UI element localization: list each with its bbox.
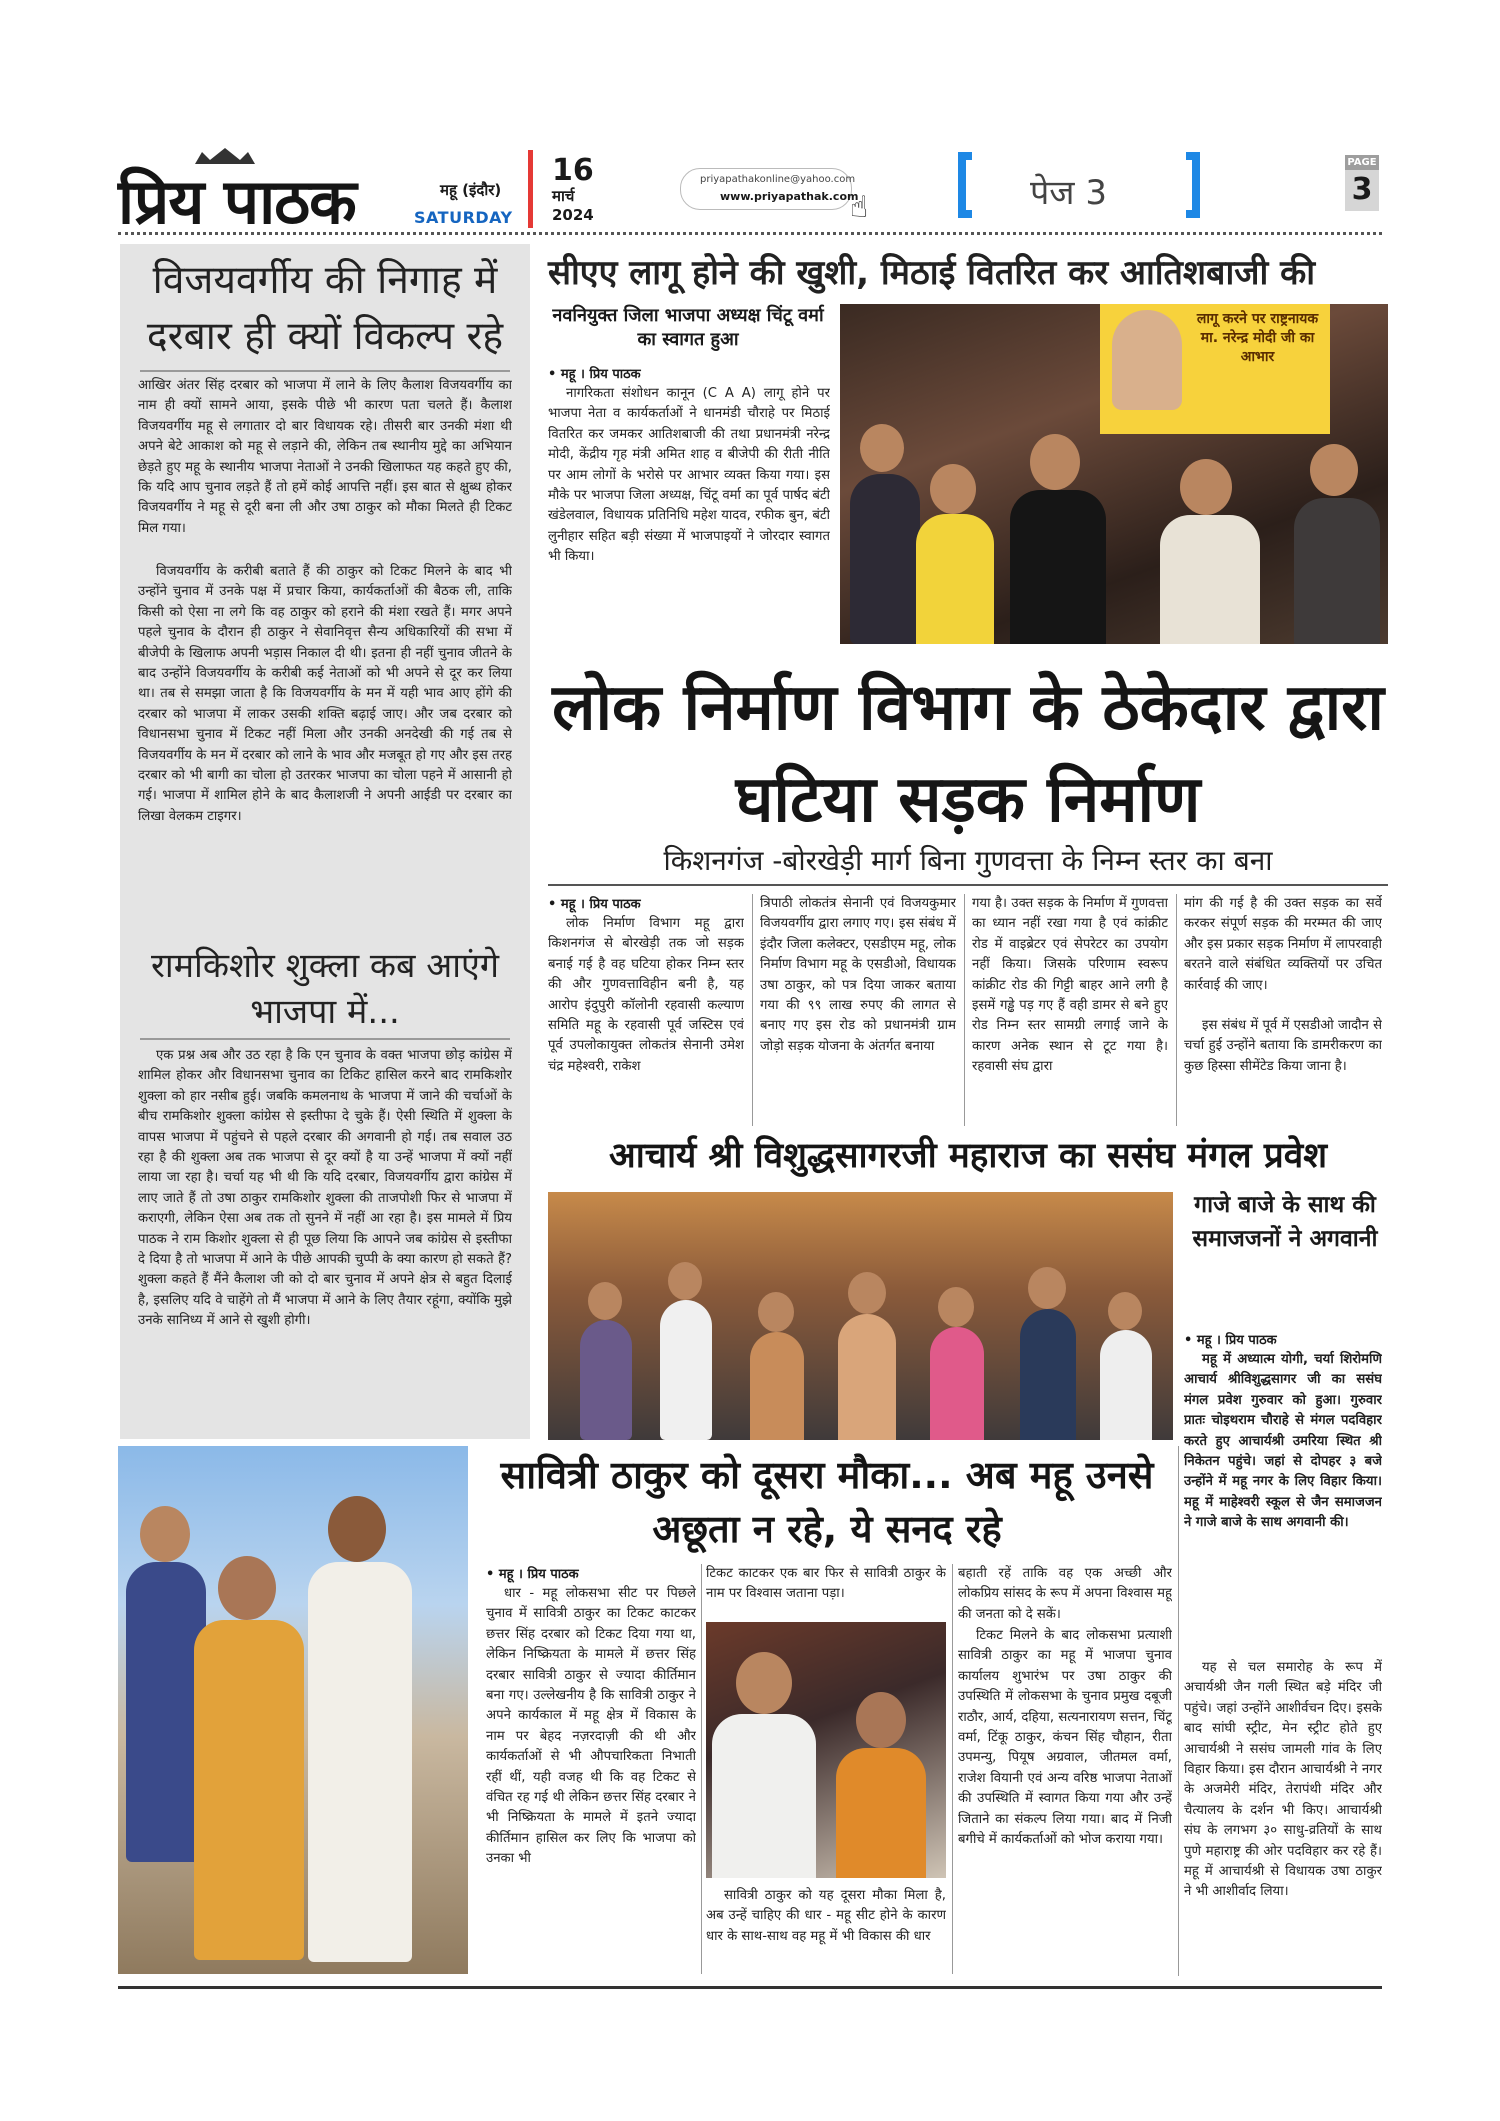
road-col-1 — [548, 894, 744, 1126]
caa-byline: • महू । प्रिय पाठक — [548, 367, 641, 382]
acharya-body: यह से चल समारोह के रूप में अचार्यश्री जैन गली स्थित बड़े मंदिर जी पहुंचे। जहां उन्होंने आशीर्वचन दिए। इसके बाद सांघी स्ट्रीट, मेन स्ट्रीट होते हुए आचार्यश्री ने ससंघ जामली गांव के लिए विहार किया। इस दौरान आचार्यश्री ने नगर के अजमेरी मंदिर, तेरापंथी मंदिर और चैत्यालय के दर्शन भी किए। आचार्यश्री संघ के लगभग ३० साधु-व्रतियों के साथ पुणे महाराष्ट्र की ओर पदविहार कर रहे हैं। महू में आचार्यश्री से विधायक उषा ठाकुर ने भी आशीर्वाद लिया। — [1184, 1660, 1382, 1900]
page-label: पेज 3 — [1030, 173, 1107, 213]
red-divider — [528, 150, 533, 228]
page-tag: PAGE — [1345, 155, 1379, 170]
caa-subhead: नवनियुक्त जिला भाजपा अध्यक्ष चिंटू वर्मा का स्वागत हुआ — [552, 305, 824, 350]
caa-headline: सीएए लागू होने की खुशी, मिठाई वितरित कर आतिशबाजी की — [548, 253, 1316, 293]
road-byline: • महू । प्रिय पाठक — [548, 897, 641, 912]
shukla-headline: रामकिशोर शुक्ला कब आएंगे भाजपा में... — [151, 946, 499, 1032]
caa-celebration-photo — [840, 304, 1388, 644]
divider — [140, 370, 510, 372]
divider — [548, 884, 1388, 886]
road-text-3: गया है। उक्त सड़क के निर्माण में गुणवत्ता का ध्यान नहीं रखा गया है एवं कांक्रीट रोड में वाइब्रेटर एवं सेपरेटर का उपयोग नहीं किया। जिसके परिणाम स्वरूप कांक्रीट रोड की गिट्टी बाहर आने लगी है इसमें गड्ढे पड़ गए हैं वही डामर से बने हुए रोड निम्न स्तर सामग्री लगाई जाने के कारण अनेक स्थान से टूट गया है। रहवासी संघ द्वारा — [972, 896, 1168, 1075]
savitri-headline: सावित्री ठाकुर को दूसरा मौका... अब महू उनसे अछूता न रहे, ये सनद रहे — [500, 1453, 1154, 1551]
road-col-4 — [1184, 894, 1382, 1126]
page-bottom-rule — [118, 1986, 1382, 1989]
vijayvargiya-para-2: विजयवर्गीय के करीबी बताते हैं की ठाकुर को टिकट मिलने के बाद भी उन्होंने चुनाव में उनके पक्ष में प्रचार किया, कार्यकर्ताओं की बैठक ली, ताकि किसी को ऐसा ना लगे कि वह ठाकुर को हराने की मंशा रखते हैं। मगर अपने पहले चुनाव के दौरान ही ठाकुर ने सेवानिवृत्त सैन्य अधिकारियों की सभा में बीजेपी के खिलाफ अपनी भड़ास निकाल दी थी। इतना ही नहीं चुनाव जीतने के बाद उन्होंने विजयवर्गीय के करीबी कई नेताओं को भी अपने से दूर कर लिया था। तब से समझा जाता है कि विजयवर्गीय के मन में यही भाव आए होंगे की दरबार को भाजपा में लाकर उसकी शक्ति बढ़ाई जाए। और जब दरबार को विधानसभा चुनाव में टिकट नहीं मिला और उनकी अनदेखी की गई तब से विजयवर्गीय के मन में दरबार को लाने के भाव और मजबूत हो गए और इस तरह दरबार को भी बागी का चोला हो उतरकर भाजपा का चोला पहने में आसानी हो गई। भाजपा में शामिल होने के बाद कैलाशजी ने अपनी आईडी पर दरबार का लिखा वेलकम टाइगर। — [138, 564, 512, 824]
pointing-hand-icon: ☝ — [850, 190, 869, 225]
acharya-byline: • महू । प्रिय पाठक — [1184, 1333, 1277, 1348]
column-rule — [701, 1564, 702, 1974]
vijayvargiya-para-1: आखिर अंतर सिंह दरबार को भाजपा में लाने के लिए कैलाश विजयवर्गीय का नाम ही क्यों सामने आया, इसके पीछे भी कारण पता चलते हैं। कैलाश विजयवर्गीय महू से लगातार दो बार विधायक रहे। तीसरी बार उनकी मंशा थी अपने बेटे आकाश को महू से लड़ाने की, लेकिन तब स्थानीय मुद्दे का अभियान छेड़ते हुए महू के स्थानीय भाजपा नेताओं ने उनकी खिलाफत यह कहते हुए की, कि यदि आप चुनाव लड़ते हैं तो हमें कोई आपत्ति नहीं। इस बात से क्षुब्ध होकर विजयवर्गीय ने महू से दूरी बना ली और उषा ठाकुर को मौका मिलते ही टिकट मिल गया। — [138, 378, 512, 536]
issue-date — [552, 155, 594, 225]
page-number: 3 — [1345, 170, 1379, 211]
acharya-story — [1184, 1330, 1382, 1976]
acharya-lead: महू में अध्यात्म योगी, चर्या शिरोमणि आचार्य श्रीविशुद्धसागर जी का ससंघ मंगल प्रवेश गुरुवार को हुआ। गुरुवार प्रातः चोइथराम चौराहे से मंगल पदविहार करते हुए आचार्यश्री उमरिया स्थित श्री निकेतन पहुंचे। जहां से दोपहर ३ बजे उन्होंने में महू नगर के लिए विहार किया। महू में माहेश्वरी स्कूल से जैन समाजजन ने गाजे बाजे के साथ अगवानी की। — [1184, 1352, 1382, 1531]
divider — [140, 1038, 510, 1040]
road-text-1: लोक निर्माण विभाग महू द्वारा किशनगंज से बोरखेड़ी तक जो सड़क बनाई गई है वह घटिया होकर निम्न स्तर की और गुणवत्ताविहीन बनी है, यह आरोप इंदुपुरी कॉलोनी रहवासी कल्याण समिति महू के रहवासी पूर्व जस्टिस एवं पूर्व उपलोकायुक्त लोकतंत्र सेनानी उमेश चंद्र महेश्वरी, राकेश — [548, 916, 744, 1074]
column-rule — [1178, 1446, 1179, 1976]
column-rule — [952, 1564, 953, 1974]
column-rule — [1176, 894, 1177, 1126]
road-text-4b: इस संबंध में पूर्व में एसडीओ जादौन से चर्चा हुई उन्होंने बताया कि डामरीकरण का कुछ हिस्सा सीमेंटेड किया जाना है। — [1184, 1018, 1382, 1074]
column-rule — [752, 894, 753, 1126]
savitri-thakur-photo — [118, 1446, 468, 1974]
caa-story — [548, 364, 830, 644]
banner-text: लागू करने पर राष्ट्रनायक मा. नरेन्द्र मोदी जी का आभार — [1196, 311, 1319, 365]
edition-city: महू (इंदौर) — [440, 181, 502, 199]
right-bracket — [1186, 152, 1200, 218]
savitri-text-1: धार - महू लोकसभा सीट पर पिछले चुनाव में सावित्री ठाकुर का टिकट काटकर छत्तर सिंह दरबार को टिकट दिया गया था, लेकिन निष्क्रियता के मामले में छत्तर सिंह दरबार सावित्री ठाकुर से ज्यादा कीर्तिमान बना गए। उल्लेखनीय है कि सावित्री ठाकुर ने अपने कार्यकाल में महू क्षेत्र में विकास के नाम पर बेहद नज़रदाज़ी की थी और कार्यकर्ताओं से भी औपचारिकता निभाती रहीं थीं, यही वजह थी कि वह टिकट से वंचित रह गई थी लेकिन छत्तर सिंह दरबार ने भी निष्क्रियता के मामले में इतने ज्यादा कीर्तिमान हासिल कर लिए कि भाजपा को उनका भी — [486, 1586, 696, 1867]
savitri-text-2b: सावित्री ठाकुर को यह दूसरा मौका मिला है, अब उन्हें चाहिए की धार - महू सीट होने के कारण धार के साथ-साथ वह महू में भी विकास की धार — [706, 1888, 946, 1944]
road-headline: लोक निर्माण विभाग के ठेकेदार द्वारा घटिया सड़क निर्माण — [552, 671, 1384, 837]
portrait — [1112, 310, 1182, 410]
left-bracket — [958, 152, 972, 218]
modi-banner — [1100, 304, 1330, 434]
date-day: 16 — [552, 153, 594, 188]
acharya-procession-photo — [548, 1192, 1173, 1440]
savitri-col-1 — [486, 1564, 696, 1974]
road-text-4a: मांग की गई है की उक्त सड़क का सर्वे करकर संपूर्ण सड़क की मरम्मत की जाए और इस प्रकार सड़क निर्माण में लापरवाही बरतने वाले संबंधित व्यक्तियों पर उचित कार्रवाई की जाए। — [1184, 896, 1382, 993]
savitri-text-3a: बहाती रहें ताकि वह एक अच्छी और लोकप्रिय सांसद के रूप में अपना विश्वास महू की जनता को दे सकें। — [958, 1566, 1172, 1622]
acharya-side-headline: गाजे बाजे के साथ की समाजजनों ने अगवानी — [1192, 1192, 1378, 1252]
column-rule — [964, 894, 965, 1126]
acharya-headline: आचार्य श्री विशुद्धसागरजी महाराज का ससंघ मंगल प्रवेश — [609, 1136, 1327, 1176]
masthead-dotted-rule — [118, 232, 1382, 235]
road-subhead: किशनगंज -बोरखेड़ी मार्ग बिना गुणवत्ता के निम्न स्तर का बना — [663, 844, 1273, 877]
vijayvargiya-headline: विजयवर्गीय की निगाह में दरबार ही क्यों विकल्प रहे — [146, 258, 504, 359]
date-year: 2024 — [552, 206, 594, 224]
day-name: SATURDAY — [414, 208, 513, 227]
savitri-col-3 — [958, 1564, 1172, 1974]
page-number-box — [1345, 155, 1379, 211]
shukla-para: एक प्रश्न अब और उठ रहा है कि एन चुनाव के वक्त भाजपा छोड़ कांग्रेस में शामिल होकर और विधानसभा चुनाव का टिकिट हासिल करने बाद रामकिशोर शुक्ला को हार नसीब हुई। जबकि कमलनाथ के भाजपा में जाने की चर्चाओं के बीच रामकिशोर शुक्ला कांग्रेस से इस्तीफा दे चुके हैं। ऐसी स्थिति में शुक्ला के वापस भाजपा में पहुंचने से पहले दरबार की अगवानी हो गई। तब सवाल उठ रहा है की शुक्ला अब तक भाजपा से दूर क्यों है या उन्हें भाजपा में क्यों नहीं लाया जा रहा है। चर्चा यह भी थी कि यदि दरबार, विजयवर्गीय द्वारा कांग्रेस में लाए जाते हैं तो उषा ठाकुर रामकिशोर शुक्ला की ताजपोशी फिर से भाजपा में कराएगी, लेकिन ऐसा अब तक तो सुनने में नहीं आ रहा है। इस मामले में प्रिय पाठक ने राम किशोर शुक्ला से ही पूछ लिया कि आपने जब कांग्रेस से इस्तीफा दे दिया है तो भाजपा में आने के पीछे आपकी चुप्पी के क्या कारण हो सकते हैं? शुक्ला कहते हैं मैंने कैलाश जी को दो बार चुनाव में अपने क्षेत्र से बहुत दिलाई है, इसलिए यदि वे चाहेंगे तो मैं भाजपा में आने के लिए तैयार रहूंगा, क्योंकि मुझे उनके सानिध्य में आने से खुशी होगी। — [138, 1048, 512, 1329]
newspaper-logo[interactable]: प्रिय पाठक — [118, 165, 356, 238]
savitri-office-photo — [706, 1622, 946, 1878]
date-month: मार्च — [552, 187, 575, 205]
savitri-byline: • महू । प्रिय पाठक — [486, 1567, 579, 1582]
road-text-2: त्रिपाठी लोकतंत्र सेनानी एवं विजयकुमार विजयवर्गीय द्वारा लगाए गए। इस संबंध में इंदौर जिला कलेक्टर, एसडीएम महू, लोक निर्माण विभाग महू के एसडीओ, विधायक उषा ठाकुर, को पत्र दिया जाकर बताया गया की ९९ लाख रुपए की लागत से बनाए गए इस रोड को प्रधानमंत्री ग्राम जोड़ो सड़क योजना के अंतर्गत बनाया — [760, 896, 956, 1054]
savitri-text-3b: टिकट मिलने के बाद लोकसभा प्रत्याशी सावित्री ठाकुर का महू में भाजपा चुनाव कार्यालय शुभारंभ पर उषा ठाकुर की उपस्थिति में लोकसभा के चुनाव प्रमुख दबूजी राठौर, आर्य, दहिया, सत्यनारायण सत्तन, चिंटू वर्मा, टिंकू ठाकुर, कंचन सिंह चौहान, रीता उपमन्यु, पियूष अग्रवाल, जीतमल वर्मा, राजेश वियानी एवं अन्य वरिष्ठ भाजपा नेताओं की उपस्थिति में स्वागत किया गया और उन्हें जिताने का संकल्प लिया गया। बाद में निजी बगीचे में कार्यकर्ताओं को भोज कराया गया। — [958, 1628, 1172, 1848]
website-link[interactable]: www.priyapathak.com — [720, 190, 859, 203]
savitri-text-2a: टिकट काटकर एक बार फिर से सावित्री ठाकुर के नाम पर विश्वास जताना पड़ा। — [706, 1566, 946, 1602]
email-link[interactable]: priyapathakonline@yahoo.com — [700, 174, 856, 185]
caa-body: नागरिकता संशोधन कानून (C A A) लागू होने पर भाजपा नेता व कार्यकर्ताओं ने धानमंडी चौराहे पर मिठाई वितरित कर जमकर आतिशबाजी की तथा प्रधानमंत्री नरेन्द्र मोदी, केंद्रीय गृह मंत्री अमित शाह व बीजेपी की रीती नीति पर आम लोगों के भरोसे पर आभार व्यक्त किया गया। इस मौके पर भाजपा जिला अध्यक्ष, चिंटू वर्मा का पूर्व पार्षद बंटी खंडेलवाल, विधायक प्रतिनिधि महेश यादव, रफीक बुन, बंटी लुनीहार सहित बड़ी संख्या में भाजपाइयों ने जोरदार स्वागत भी किया। — [548, 386, 830, 565]
